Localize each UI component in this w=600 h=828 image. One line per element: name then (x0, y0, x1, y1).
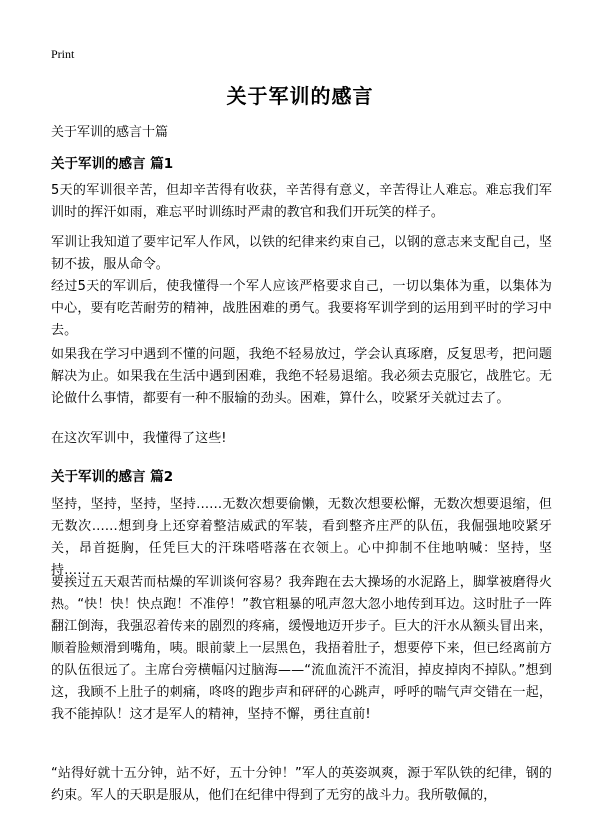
paragraph: 如果我在学习中遇到不懂的问题，我绝不轻易放过，学会认真琢磨，反复思考，把问题解决为止。如果我在生活中遇到困难，我绝不轻易退缩。我必须去克服它，战胜它。无论做什么事情，都要有一种不服输的劲头。困难，算什么，咬紧牙关就过去了。 (51, 347, 552, 406)
paragraph: 坚持，坚持，坚持，坚持……无数次想要偷懒，无数次想要松懈，无数次想要退缩，但无数次……想到身上还穿着整洁威武的军装，看到整齐庄严的队伍，我倔强地咬紧牙关，昂首挺胸，任凭巨大的汗珠嗒嗒落在衣领上。心中抑制不住地呐喊：坚持，坚持…… (51, 497, 552, 578)
section-heading-2: 关于军训的感言 篇2 (51, 469, 174, 485)
paragraph: 5天的军训很辛苦，但却辛苦得有收获，辛苦得有意义，辛苦得让人难忘。难忘我们军训时的挥汗如雨，难忘平时训练时严肃的教官和我们开玩笑的样子。 (51, 183, 552, 220)
document-subtitle: 关于军训的感言十篇 (51, 125, 169, 140)
paragraph: 经过5天的军训后，使我懂得一个军人应该严格要求自己，一切以集体为重，以集体为中心，要有吃苦耐劳的精神，战胜困难的勇气。我要将军训学到的运用到平时的学习中去。 (51, 279, 552, 338)
paragraph: 在这次军训中，我懂得了这些! (51, 431, 227, 446)
paragraph: “站得好就十五分钟，站不好，五十分钟！”军人的英姿飒爽，源于军队铁的纪律，钢的约束。军人的天职是服从，他们在纪律中得到了无穷的战斗力。我所敬佩的， (51, 766, 552, 803)
print-link[interactable]: Print (51, 47, 75, 61)
page-title: 关于军训的感言 (226, 84, 374, 108)
paragraph: 要挨过五天艰苦而枯燥的军训谈何容易？我奔跑在去大操场的水泥路上，脚掌被磨得火热。“快！快！快点跑！不准停！”教官粗暴的吼声忽大忽小地传到耳边。这时肚子一阵翻江倒海，我强忍着传来的剧烈的疼痛，缓慢地迈开步子。巨大的汗水从额头冒出来，顺着脸颊滑到嘴角，咦。眼前蒙上一层黑色，我捂着肚子，想要停下来，但已经离前方的队伍很远了。主席台旁横幅闪过脑海——“流血流汗不流泪，掉皮掉肉不掉队。”想到这，我顾不上肚子的刺痛，咚咚的跑步声和砰砰的心跳声，呼呼的喘气声交错在一起，我不能掉队！这才是军人的精神，坚持不懈，勇往直前! (51, 575, 552, 722)
section-heading-1: 关于军训的感言 篇1 (51, 156, 174, 172)
paragraph: 军训让我知道了要牢记军人作风，以铁的纪律来约束自己，以钢的意志来支配自己，坚韧不拔，服从命令。 (51, 235, 552, 272)
